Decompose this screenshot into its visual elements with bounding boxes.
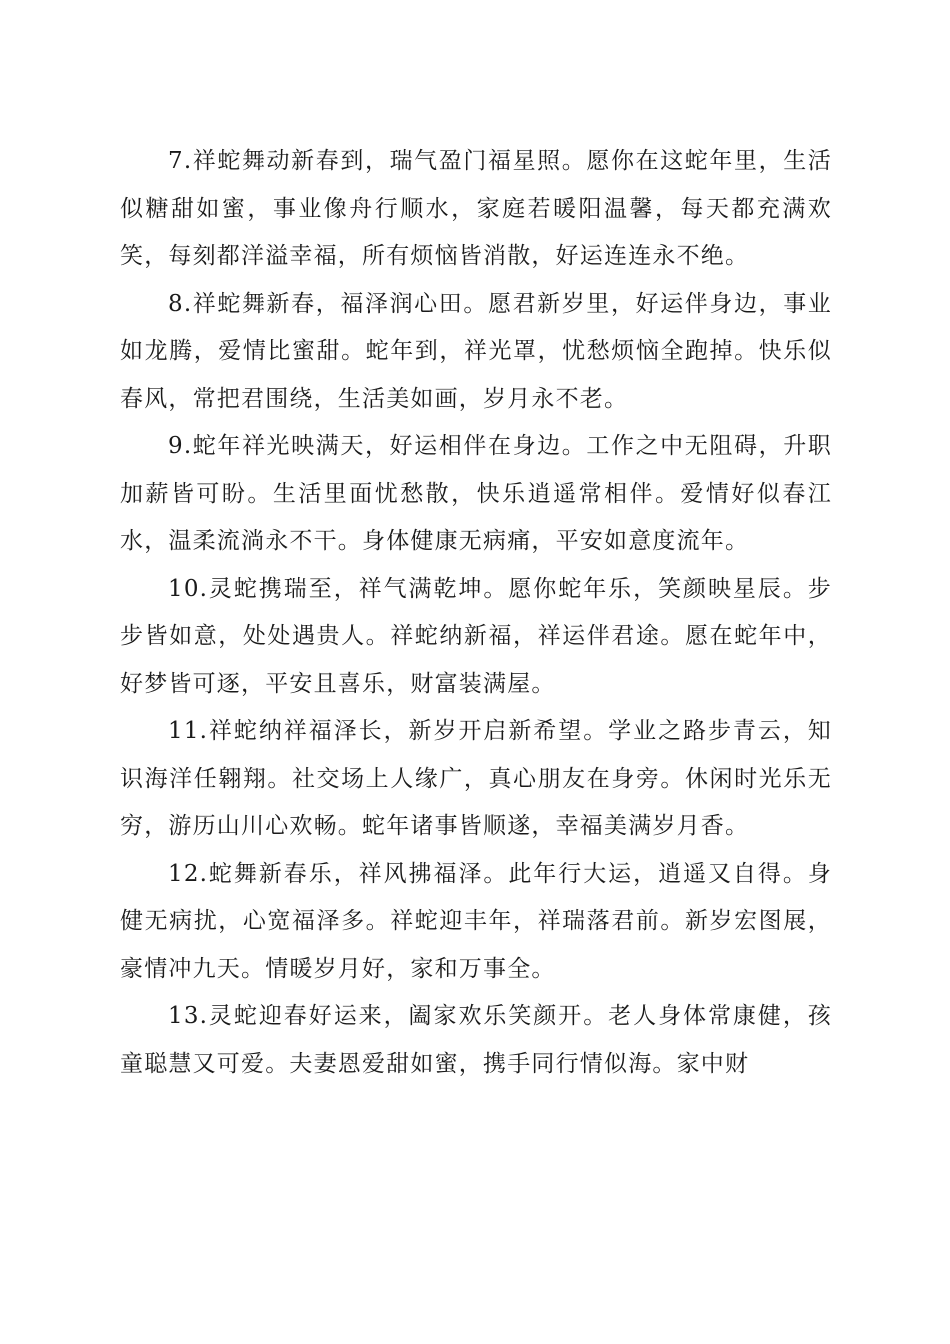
paragraph-13: 13.灵蛇迎春好运来，阖家欢乐笑颜开。老人身体常康健，孩童聪慧又可爱。夫妻恩爱甜如蜜，携手同行情似海。家中财 xyxy=(120,1003,832,1077)
paragraph-10: 10.灵蛇携瑞至，祥气满乾坤。愿你蛇年乐，笑颜映星辰。步步皆如意，处处遇贵人。祥蛇纳新福，祥运伴君途。愿在蛇年中，好梦皆可逐，平安且喜乐，财富装满屋。 xyxy=(120,575,832,697)
paragraph-7: 7.祥蛇舞动新春到，瑞气盈门福星照。愿你在这蛇年里，生活似糖甜如蜜，事业像舟行顺水，家庭若暖阳温馨，每天都充满欢笑，每刻都洋溢幸福，所有烦恼皆消散，好运连连永不绝。 xyxy=(120,148,832,269)
paragraph-9: 9.蛇年祥光映满天，好运相伴在身边。工作之中无阻碍，升职加薪皆可盼。生活里面忧愁散，快乐逍遥常相伴。爱情好似春江水，温柔流淌永不干。身体健康无病痛，平安如意度流年。 xyxy=(120,433,832,554)
paragraph-12: 12.蛇舞新春乐，祥风拂福泽。此年行大运，逍遥又自得。身健无病扰，心宽福泽多。祥蛇迎丰年，祥瑞落君前。新岁宏图展，豪情冲九天。情暖岁月好，家和万事全。 xyxy=(120,860,832,982)
paragraph-11: 11.祥蛇纳祥福泽长，新岁开启新希望。学业之路步青云，知识海洋任翱翔。社交场上人缘广，真心朋友在身旁。休闲时光乐无穷，游历山川心欢畅。蛇年诸事皆顺遂，幸福美满岁月香。 xyxy=(120,718,832,839)
document-body xyxy=(120,138,832,1088)
paragraph-8: 8.祥蛇舞新春，福泽润心田。愿君新岁里，好运伴身边，事业如龙腾，爱情比蜜甜。蛇年到，祥光罩，忧愁烦恼全跑掉。快乐似春风，常把君围绕，生活美如画，岁月永不老。 xyxy=(120,290,832,412)
